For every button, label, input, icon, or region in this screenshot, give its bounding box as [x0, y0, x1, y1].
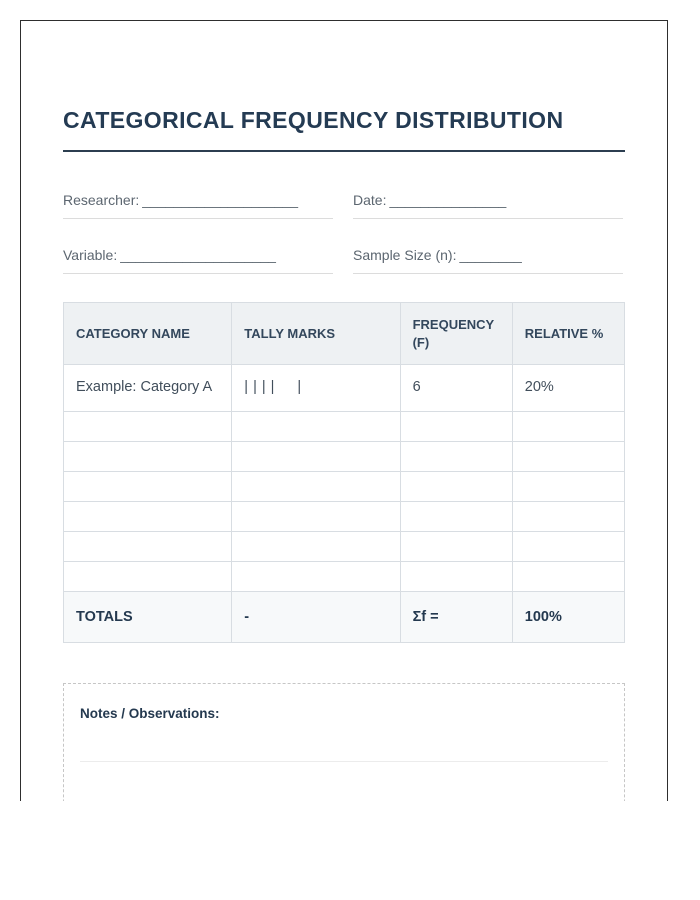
empty-category-cell — [64, 471, 232, 501]
example-tally-cell: |||| | — [232, 365, 400, 412]
empty-table-row — [64, 441, 625, 471]
totals-frequency-cell: Σf = — [400, 591, 512, 642]
empty-frequency-cell — [400, 531, 512, 561]
empty-table-row — [64, 411, 625, 441]
field-researcher-label: Researcher: — [63, 192, 140, 208]
field-researcher-blank: ____________________ — [142, 192, 298, 208]
empty-table-row — [64, 471, 625, 501]
empty-category-cell — [64, 501, 232, 531]
example-category-cell: Example: Category A — [64, 365, 232, 412]
field-variable-label: Variable: — [63, 247, 118, 263]
empty-relative-cell — [512, 531, 624, 561]
col-header-relative-percent: RELATIVE % — [512, 303, 624, 365]
empty-table-row — [64, 561, 625, 591]
empty-category-cell — [64, 441, 232, 471]
empty-table-row — [64, 501, 625, 531]
example-row — [64, 365, 625, 412]
empty-frequency-cell — [400, 441, 512, 471]
notes-writing-line — [80, 761, 608, 762]
field-variable — [63, 247, 333, 274]
worksheet-page — [20, 20, 668, 801]
field-sample-size-label: Sample Size (n): — [353, 247, 457, 263]
field-variable-blank: ____________________ — [120, 247, 276, 263]
empty-relative-cell — [512, 561, 624, 591]
example-relative-cell: 20% — [512, 365, 624, 412]
field-researcher — [63, 192, 333, 219]
page-content — [21, 21, 667, 801]
field-date-label: Date: — [353, 192, 387, 208]
field-date-blank: _______________ — [389, 192, 507, 208]
totals-relative-cell: 100% — [512, 591, 624, 642]
empty-frequency-cell — [400, 471, 512, 501]
notes-box — [63, 683, 625, 801]
empty-frequency-cell — [400, 411, 512, 441]
empty-frequency-cell — [400, 501, 512, 531]
empty-category-cell — [64, 561, 232, 591]
field-date — [353, 192, 623, 219]
totals-row — [64, 591, 625, 642]
empty-relative-cell — [512, 471, 624, 501]
col-header-tally-marks: TALLY MARKS — [232, 303, 400, 365]
totals-tally-cell: - — [232, 591, 400, 642]
page-title: CATEGORICAL FREQUENCY DISTRIBUTION — [63, 107, 625, 152]
info-form — [63, 192, 625, 274]
empty-frequency-cell — [400, 561, 512, 591]
field-sample-size-blank: ________ — [459, 247, 522, 263]
col-header-frequency: FREQUENCY (F) — [400, 303, 512, 365]
empty-tally-cell — [232, 561, 400, 591]
empty-tally-cell — [232, 411, 400, 441]
empty-category-cell — [64, 411, 232, 441]
frequency-table — [63, 302, 625, 643]
field-sample-size — [353, 247, 623, 274]
empty-table-row — [64, 531, 625, 561]
table-header-row — [64, 303, 625, 365]
empty-category-cell — [64, 531, 232, 561]
totals-label-cell: TOTALS — [64, 591, 232, 642]
notes-label: Notes / Observations: — [80, 705, 220, 721]
empty-relative-cell — [512, 441, 624, 471]
empty-tally-cell — [232, 501, 400, 531]
empty-relative-cell — [512, 501, 624, 531]
col-header-category-name: CATEGORY NAME — [64, 303, 232, 365]
example-frequency-cell: 6 — [400, 365, 512, 412]
empty-relative-cell — [512, 411, 624, 441]
empty-tally-cell — [232, 471, 400, 501]
empty-tally-cell — [232, 441, 400, 471]
empty-tally-cell — [232, 531, 400, 561]
